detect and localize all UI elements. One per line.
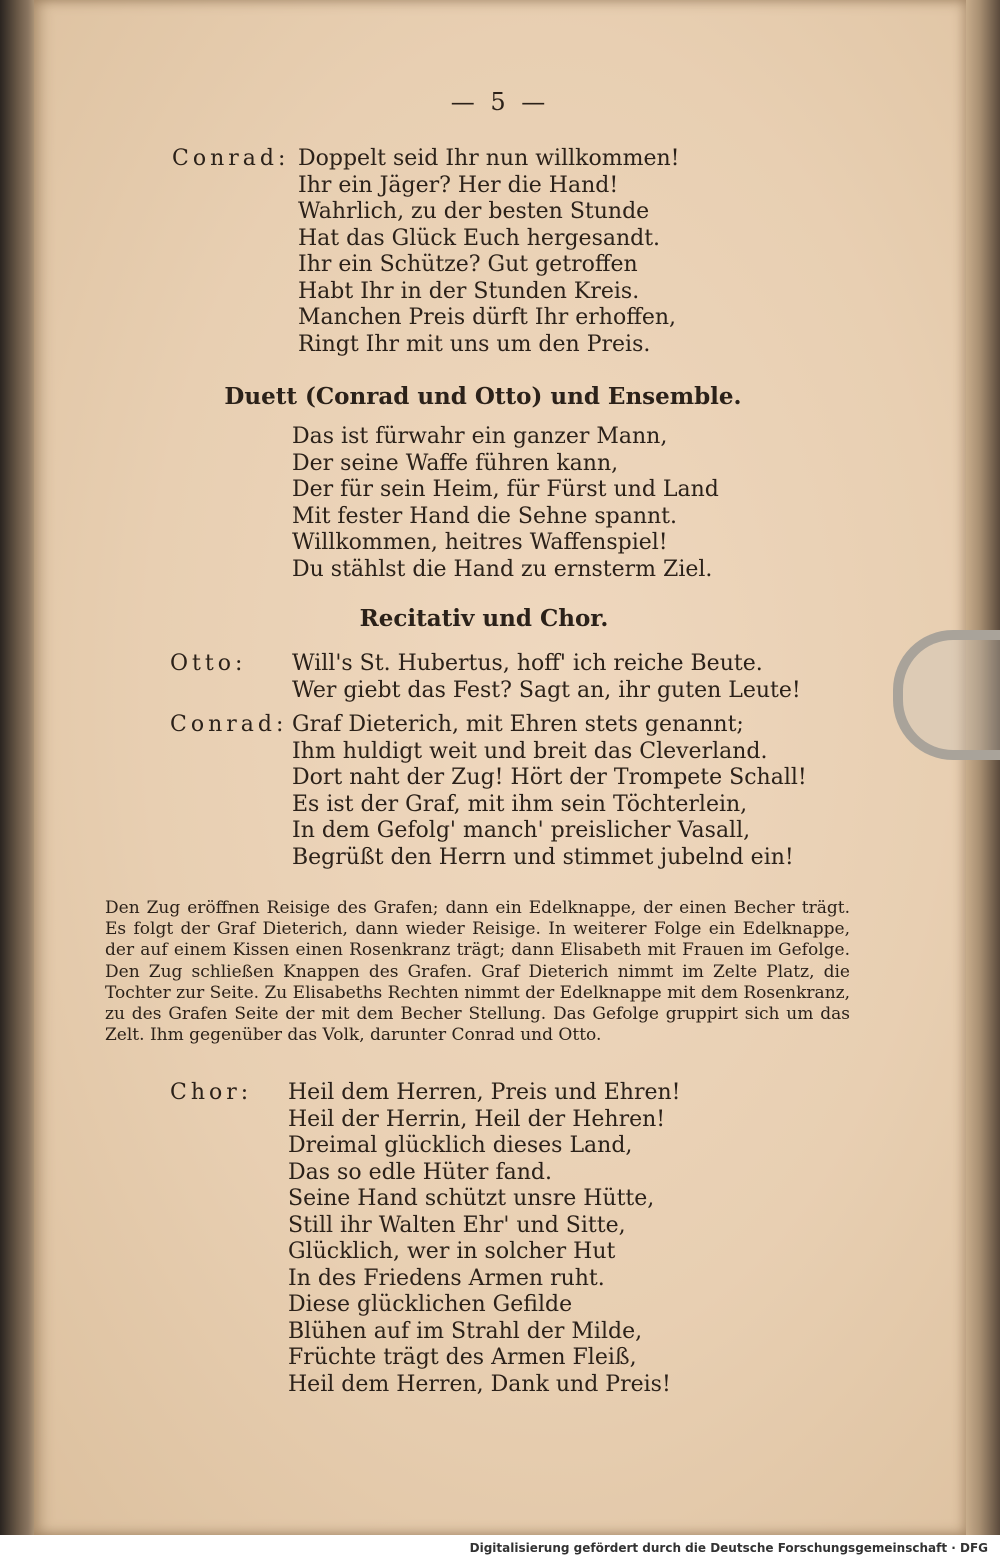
verse-line: Graf Dieterich, mit Ehren stets genannt;: [292, 712, 744, 737]
verse-line: Dreimal glücklich dieses Land,: [288, 1133, 633, 1158]
verse-line: Das so edle Hüter fand.: [288, 1159, 552, 1185]
verse-line: Dort naht der Zug! Hört der Trompete Schall!: [292, 765, 807, 790]
verse-line: Heil dem Herren, Preis und Ehren!: [288, 1080, 681, 1105]
verse-line: Der seine Waffe führen kann,: [292, 450, 619, 476]
verse-line: Begrüßt den Herrn und stimmet jubelnd ein!: [292, 844, 794, 870]
stage-direction: Den Zug eröffnen Reisige des Grafen; dann ein Edelknappe, der einen Becher trägt. Es folgt der Graf Dieterich, dann wieder Reisige. In weiterer Folge ein Edelknappe, der auf einem Kissen einen Rosenkranz trägt; dann Elisabeth mit Frauen im Gefolge. Den Zug schließen Knappen des Grafen. Graf Dieterich nimmt im Zelte Platz, die Tochter zur Seite. Zu Elisabeths Rechten nimmt der Edelknappe mit dem Rosenkranz, zu des Grafen Seite der mit dem Becher Stellung. Das Gefolge gruppirt sich um das Zelt. Ihm gegenüber das Volk, darunter Conrad und Otto.: [105, 898, 850, 1046]
verse-line: Mit fester Hand die Sehne spannt.: [292, 503, 677, 529]
speaker-label: Chor:: [170, 1080, 253, 1105]
section-heading: Recitativ und Chor.: [359, 605, 609, 632]
page-number: — 5 —: [450, 88, 550, 116]
verse-block: [292, 712, 807, 871]
speaker-label: Conrad:: [170, 712, 288, 737]
verse-block: [292, 651, 801, 704]
verse-line: Hat das Glück Euch hergesandt.: [298, 225, 661, 251]
verse-line: In dem Gefolg' manch' preislicher Vasall,: [292, 818, 751, 843]
verse-line: Ihr ein Schütze? Gut getroffen: [298, 252, 638, 277]
dfg-credit: Digitalisierung gefördert durch die Deutsche Forschungsgemeinschaft · DFG: [469, 1541, 988, 1555]
verse-line: Du stählst die Hand zu ernsterm Ziel.: [292, 556, 713, 582]
verse-line: Glücklich, wer in solcher Hut: [288, 1239, 616, 1264]
verse-block: [288, 1080, 681, 1398]
verse-line: Blühen auf im Strahl der Milde,: [288, 1318, 643, 1344]
section-heading: Duett (Conrad und Otto) und Ensemble.: [224, 383, 742, 410]
verse-line: Doppelt seid Ihr nun willkommen!: [298, 146, 680, 171]
verse-line: Wer giebt das Fest? Sagt an, ihr guten Leute!: [292, 677, 801, 703]
verse-line: Diese glücklichen Gefilde: [288, 1292, 573, 1317]
speaker-label: Otto:: [170, 651, 247, 676]
page-edge: [966, 0, 1000, 1535]
verse-line: Es ist der Graf, mit ihm sein Töchterlein,: [292, 791, 748, 817]
verse-line: In des Friedens Armen ruht.: [288, 1265, 605, 1291]
verse-line: Will's St. Hubertus, hoff' ich reiche Beute.: [292, 651, 763, 676]
verse-line: Heil dem Herren, Dank und Preis!: [288, 1371, 671, 1397]
verse-line: Habt Ihr in der Stunden Kreis.: [298, 278, 640, 304]
verse-line: Früchte trägt des Armen Fleiß,: [288, 1345, 637, 1370]
verse-line: Ihr ein Jäger? Her die Hand!: [298, 172, 619, 198]
verse-line: Wahrlich, zu der besten Stunde: [298, 199, 650, 224]
speaker-label: Conrad:: [172, 146, 290, 171]
verse-line: Heil der Herrin, Heil der Hehren!: [288, 1106, 666, 1132]
verse-line: Das ist fürwahr ein ganzer Mann,: [292, 424, 668, 449]
verse-line: Manchen Preis dürft Ihr erhoffen,: [298, 305, 677, 330]
verse-block: [298, 146, 680, 358]
verse-line: Der für sein Heim, für Fürst und Land: [292, 477, 719, 502]
verse-line: Seine Hand schützt unsre Hütte,: [288, 1186, 655, 1211]
verse-block: [292, 424, 719, 583]
verse-line: Willkommen, heitres Waffenspiel!: [292, 530, 668, 555]
footer-bar: [0, 1535, 1000, 1562]
verse-line: Ihm huldigt weit und breit das Cleverland.: [292, 738, 768, 764]
paper-clip: [893, 630, 1000, 760]
verse-line: Still ihr Walten Ehr' und Sitte,: [288, 1212, 626, 1238]
verse-line: Ringt Ihr mit uns um den Preis.: [298, 331, 651, 357]
